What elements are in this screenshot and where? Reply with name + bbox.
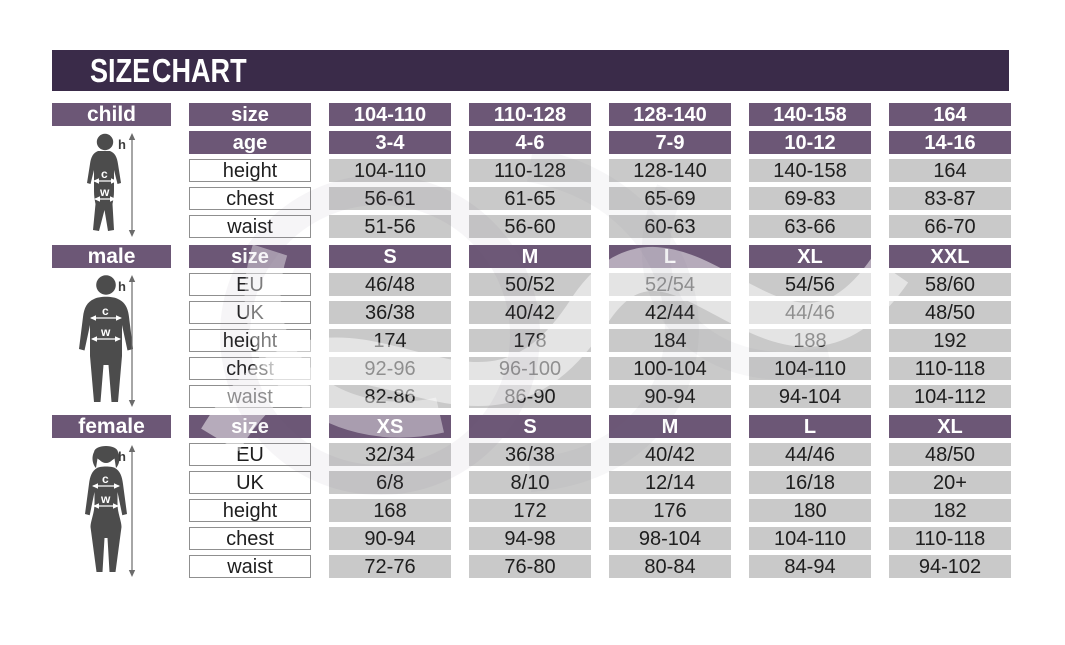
- value-cell: 76-80: [469, 555, 591, 578]
- section-header-female: female: [52, 415, 171, 438]
- value-cell: 72-76: [329, 555, 451, 578]
- value-cell: 90-94: [329, 527, 451, 550]
- svg-text:h: h: [118, 279, 126, 294]
- size-header-cell: 3-4: [329, 131, 451, 154]
- row-label-size: size: [189, 415, 311, 438]
- row-label-uk: UK: [189, 301, 311, 324]
- row-label-waist: waist: [189, 215, 311, 238]
- value-cell: 92-96: [329, 357, 451, 380]
- value-cell: 42/44: [609, 301, 731, 324]
- value-cell: 12/14: [609, 471, 731, 494]
- value-cell: 188: [749, 329, 871, 352]
- value-cell: 82-86: [329, 385, 451, 408]
- value-cell: 90-94: [609, 385, 731, 408]
- row-label-size: size: [189, 245, 311, 268]
- value-cell: 104-110: [749, 527, 871, 550]
- section-female: [52, 415, 1011, 578]
- row-label-age: age: [189, 131, 311, 154]
- value-cell: 16/18: [749, 471, 871, 494]
- size-header-cell: S: [469, 415, 591, 438]
- svg-text:h: h: [118, 137, 126, 152]
- value-cell: 61-65: [469, 187, 591, 210]
- value-cell: 46/48: [329, 273, 451, 296]
- size-header-cell: 128-140: [609, 103, 731, 126]
- value-cell: 66-70: [889, 215, 1011, 238]
- value-cell: 52/54: [609, 273, 731, 296]
- row-label-height: height: [189, 499, 311, 522]
- value-cell: 192: [889, 329, 1011, 352]
- row-label-height: height: [189, 329, 311, 352]
- value-cell: 44/46: [749, 443, 871, 466]
- value-cell: 164: [889, 159, 1011, 182]
- female-silhouette-figure: [52, 443, 171, 578]
- row-label-uk: UK: [189, 471, 311, 494]
- value-cell: 100-104: [609, 357, 731, 380]
- row-label-waist: waist: [189, 385, 311, 408]
- section-header-child: child: [52, 103, 171, 126]
- row-label-height: height: [189, 159, 311, 182]
- value-cell: 65-69: [609, 187, 731, 210]
- size-header-cell: 14-16: [889, 131, 1011, 154]
- svg-text:c: c: [102, 472, 109, 486]
- value-cell: 36/38: [469, 443, 591, 466]
- size-header-cell: 4-6: [469, 131, 591, 154]
- page-title: SIZE CHART: [90, 51, 247, 89]
- value-cell: 56-61: [329, 187, 451, 210]
- svg-text:c: c: [101, 167, 108, 181]
- svg-text:c: c: [102, 304, 109, 318]
- value-cell: 86-90: [469, 385, 591, 408]
- row-label-eu: EU: [189, 273, 311, 296]
- value-cell: 48/50: [889, 443, 1011, 466]
- row-label-chest: chest: [189, 187, 311, 210]
- value-cell: 128-140: [609, 159, 731, 182]
- value-cell: 63-66: [749, 215, 871, 238]
- value-cell: 40/42: [609, 443, 731, 466]
- value-cell: 104-110: [749, 357, 871, 380]
- value-cell: 48/50: [889, 301, 1011, 324]
- size-header-cell: 104-110: [329, 103, 451, 126]
- size-header-cell: L: [609, 245, 731, 268]
- svg-text:w: w: [101, 492, 111, 506]
- value-cell: 182: [889, 499, 1011, 522]
- value-cell: 184: [609, 329, 731, 352]
- value-cell: 178: [469, 329, 591, 352]
- row-label-chest: chest: [189, 527, 311, 550]
- value-cell: 36/38: [329, 301, 451, 324]
- size-header-cell: M: [469, 245, 591, 268]
- value-cell: 54/56: [749, 273, 871, 296]
- row-label-size: size: [189, 103, 311, 126]
- title-bar: [52, 50, 1009, 91]
- size-header-cell: XL: [749, 245, 871, 268]
- size-header-cell: 7-9: [609, 131, 731, 154]
- value-cell: 6/8: [329, 471, 451, 494]
- size-chart-table: [52, 103, 1011, 585]
- value-cell: 80-84: [609, 555, 731, 578]
- value-cell: 168: [329, 499, 451, 522]
- value-cell: 176: [609, 499, 731, 522]
- size-header-cell: M: [609, 415, 731, 438]
- row-label-waist: waist: [189, 555, 311, 578]
- value-cell: 94-102: [889, 555, 1011, 578]
- value-cell: 32/34: [329, 443, 451, 466]
- size-header-cell: 10-12: [749, 131, 871, 154]
- value-cell: 172: [469, 499, 591, 522]
- size-header-cell: XXL: [889, 245, 1011, 268]
- value-cell: 8/10: [469, 471, 591, 494]
- value-cell: 56-60: [469, 215, 591, 238]
- size-header-cell: 164: [889, 103, 1011, 126]
- size-header-cell: 110-128: [469, 103, 591, 126]
- value-cell: 96-100: [469, 357, 591, 380]
- row-label-eu: EU: [189, 443, 311, 466]
- section-child: [52, 103, 1011, 238]
- value-cell: 84-94: [749, 555, 871, 578]
- size-header-cell: XS: [329, 415, 451, 438]
- value-cell: 94-104: [749, 385, 871, 408]
- value-cell: 140-158: [749, 159, 871, 182]
- value-cell: 69-83: [749, 187, 871, 210]
- value-cell: 174: [329, 329, 451, 352]
- value-cell: 58/60: [889, 273, 1011, 296]
- size-header-cell: 140-158: [749, 103, 871, 126]
- value-cell: 98-104: [609, 527, 731, 550]
- value-cell: 83-87: [889, 187, 1011, 210]
- section-header-male: male: [52, 245, 171, 268]
- size-header-cell: L: [749, 415, 871, 438]
- value-cell: 50/52: [469, 273, 591, 296]
- value-cell: 104-112: [889, 385, 1011, 408]
- value-cell: 104-110: [329, 159, 451, 182]
- value-cell: 60-63: [609, 215, 731, 238]
- section-male: [52, 245, 1011, 408]
- value-cell: 180: [749, 499, 871, 522]
- value-cell: 110-118: [889, 357, 1011, 380]
- child-silhouette-figure: [52, 131, 171, 238]
- value-cell: 110-128: [469, 159, 591, 182]
- value-cell: 51-56: [329, 215, 451, 238]
- svg-text:w: w: [100, 185, 110, 199]
- value-cell: 110-118: [889, 527, 1011, 550]
- size-header-cell: XL: [889, 415, 1011, 438]
- svg-text:h: h: [118, 449, 126, 464]
- male-silhouette-figure: [52, 273, 171, 408]
- row-label-chest: chest: [189, 357, 311, 380]
- svg-text:w: w: [101, 325, 111, 339]
- size-header-cell: S: [329, 245, 451, 268]
- value-cell: 20+: [889, 471, 1011, 494]
- value-cell: 94-98: [469, 527, 591, 550]
- value-cell: 44/46: [749, 301, 871, 324]
- value-cell: 40/42: [469, 301, 591, 324]
